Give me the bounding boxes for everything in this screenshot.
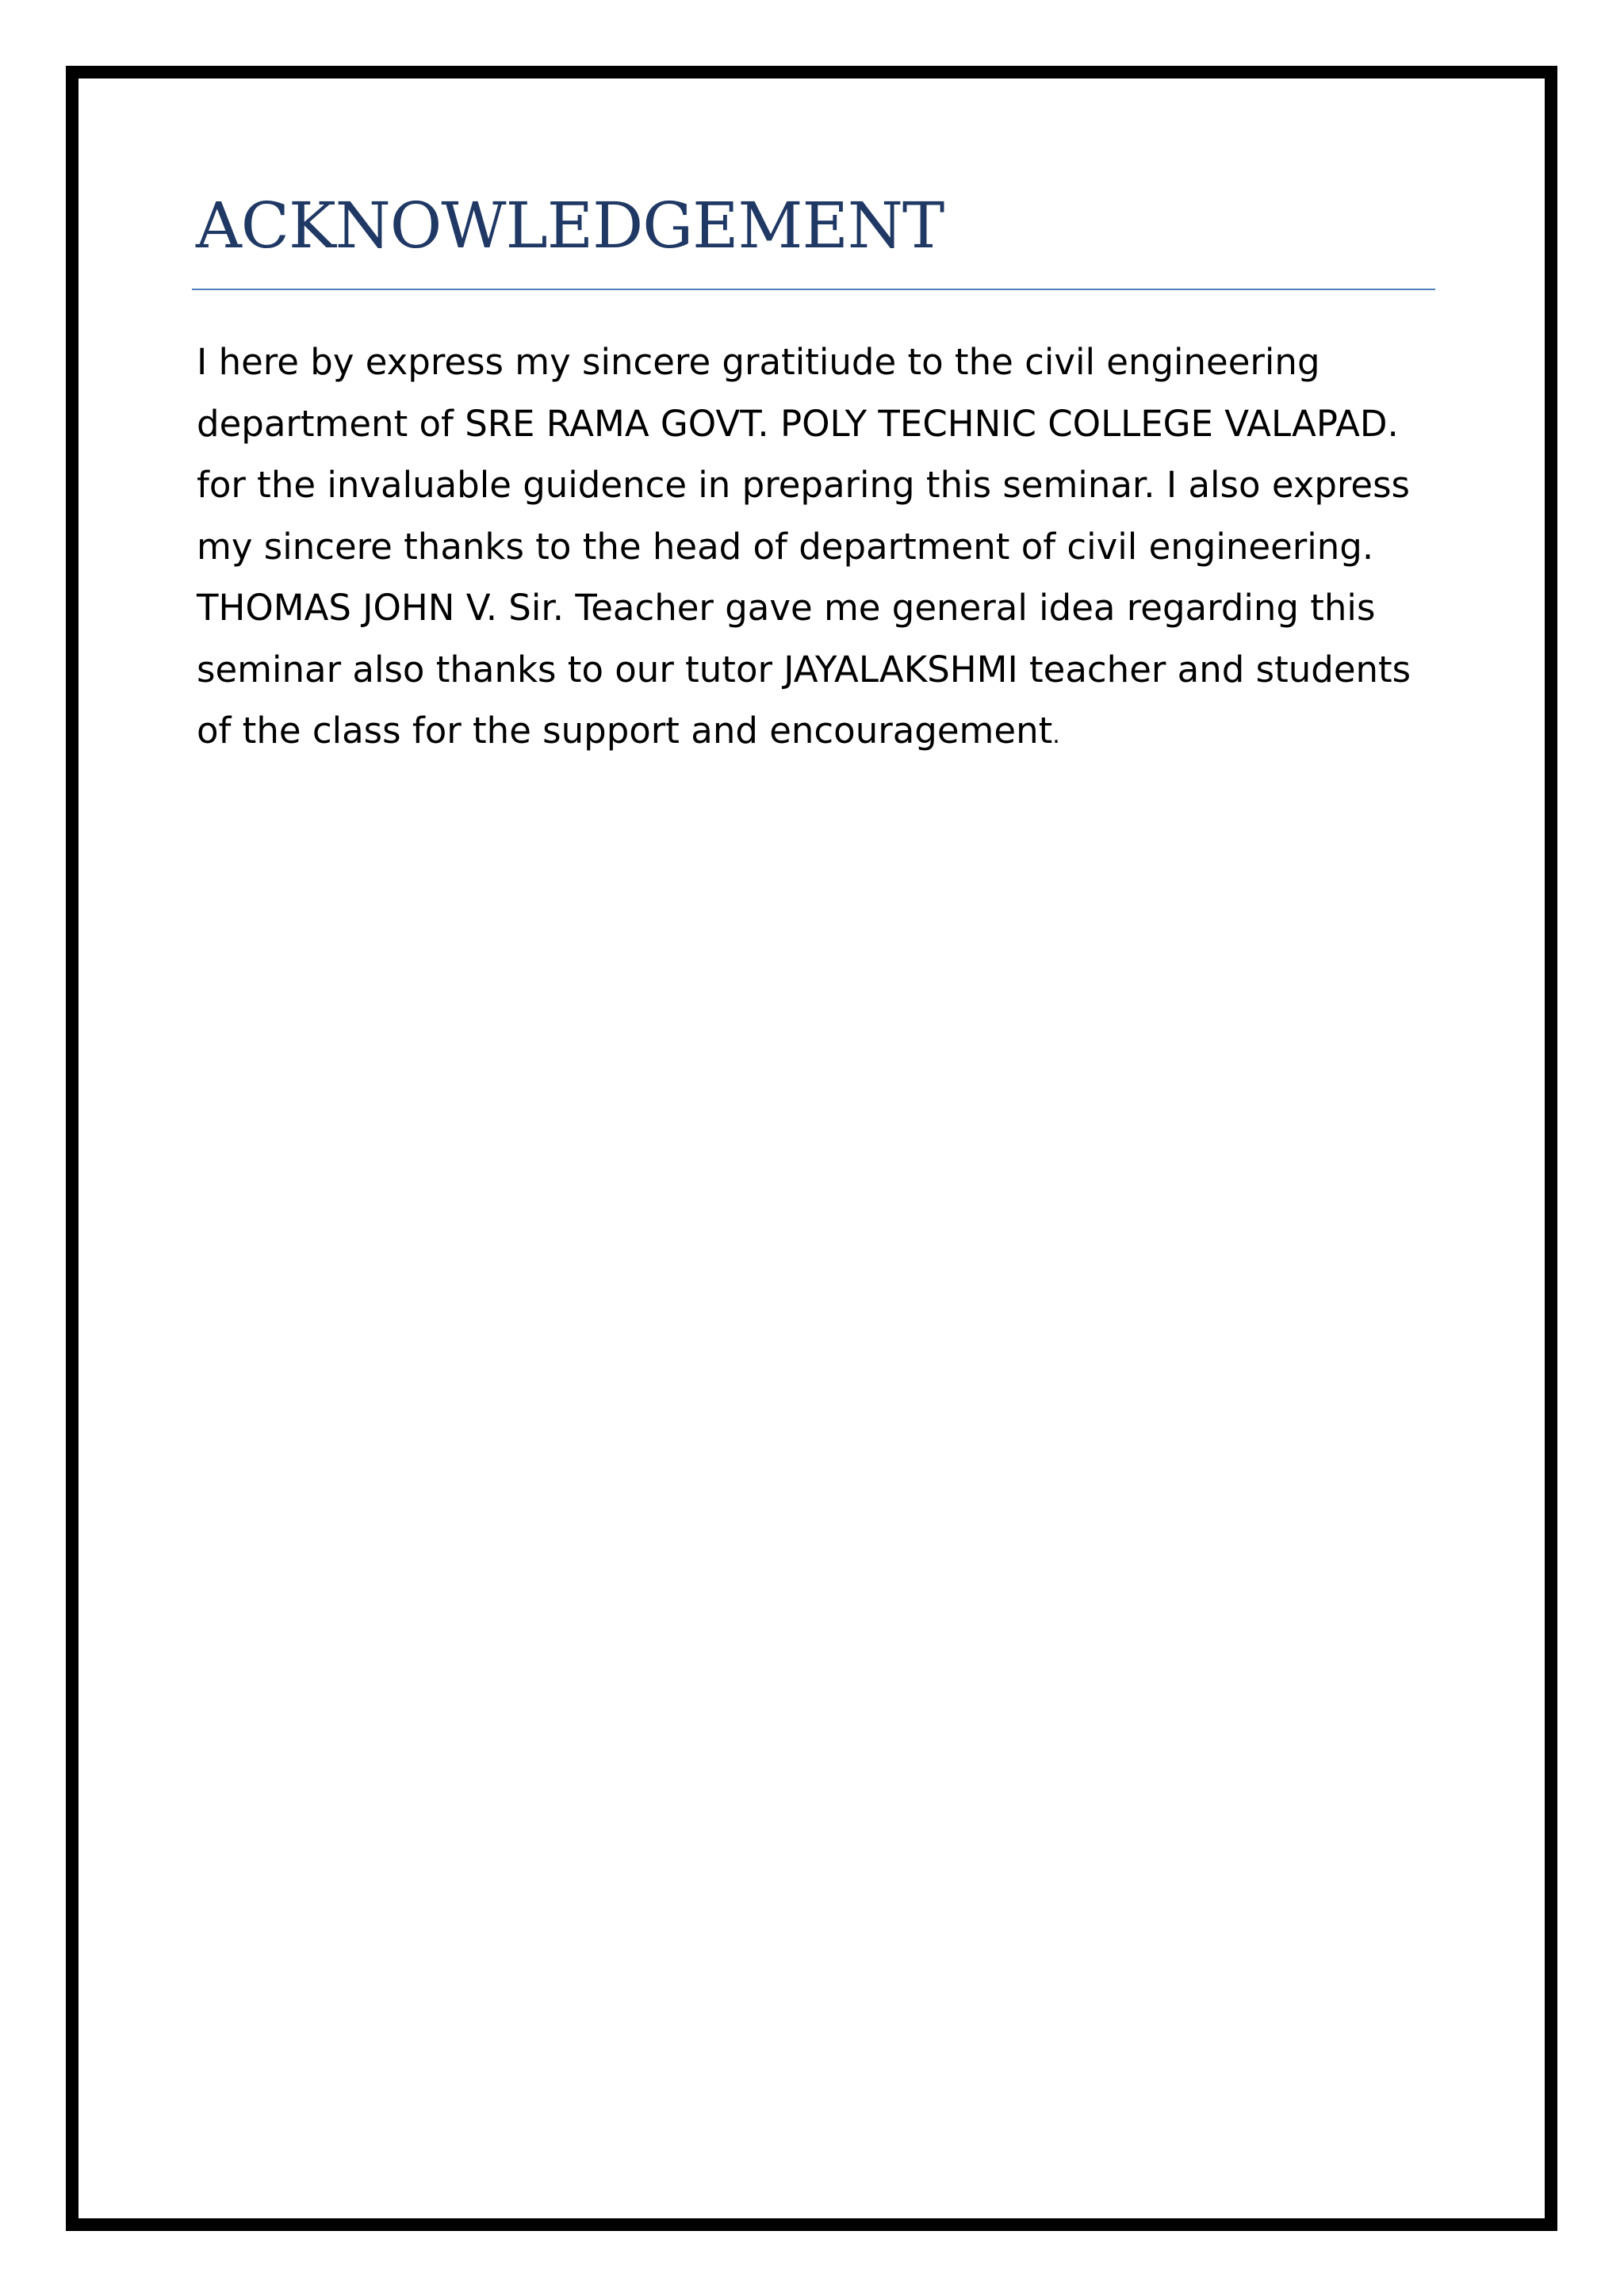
paragraph-line: THOMAS JOHN V. Sir. Teacher gave me general idea regarding this [197,587,1376,629]
page-title: ACKNOWLEDGEMENT [196,189,944,262]
paragraph-line: I here by express my sincere gratitiude to the civil engineering [197,341,1320,383]
final-period: . [1052,721,1060,749]
paragraph-line: department of SRE RAMA GOVT. POLY TECHNIC COLLEGE VALAPAD. [197,402,1399,445]
paragraph-line: my sincere thanks to the head of department of civil engineering. [197,525,1374,568]
acknowledgement-paragraph [197,331,1450,767]
paragraph-line: for the invaluable guidence in preparing this seminar. I also express [197,464,1410,506]
heading-divider [192,289,1435,290]
paragraph-line: seminar also thanks to our tutor JAYALAKSHMI teacher and students [197,648,1411,691]
paragraph-line-text: of the class for the support and encouragement [197,710,1053,752]
paragraph-line-last [197,700,1450,767]
